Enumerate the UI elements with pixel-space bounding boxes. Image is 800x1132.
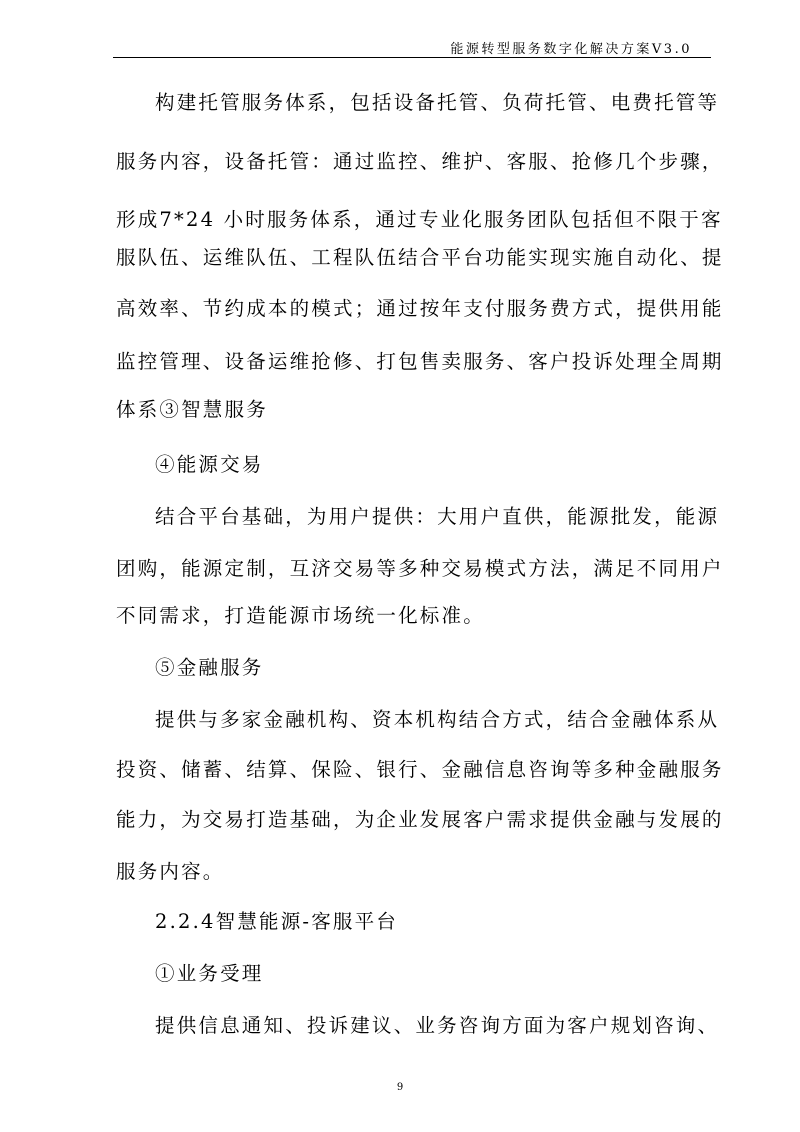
body-text-line: 构建托管服务体系，包括设备托管、负荷托管、电费托管等: [155, 91, 720, 114]
section-heading-business-acceptance: ①业务受理: [155, 962, 264, 985]
body-text-line: 服务内容，设备托管：通过监控、维护、客服、抢修几个步骤，: [116, 150, 724, 173]
body-text-line: 高效率、节约成本的模式；通过按年支付服务费方式，提供用能: [116, 297, 724, 320]
header-title: 能源转型服务数字化解决方案V3.0: [450, 42, 692, 57]
body-text-line: 形成7*24 小时服务体系，通过专业化服务团队包括但不限于客: [116, 208, 723, 231]
body-text-line: 不同需求，打造能源市场统一化标准。: [116, 604, 485, 627]
body-text-line: 监控管理、设备运维抢修、打包售卖服务、客户投诉处理全周期: [116, 350, 724, 373]
body-text-line: 能力，为交易打造基础，为企业发展客户需求提供金融与发展的: [116, 808, 724, 831]
section-heading-customer-service-platform: 2.2.4智慧能源-客服平台: [155, 910, 399, 933]
body-text-line: 服队伍、运维队伍、工程队伍结合平台功能实现实施自动化、提: [116, 246, 724, 269]
body-text-line: 结合平台基础，为用户提供：大用户直供，能源批发，能源: [155, 505, 720, 528]
body-text-line: 团购，能源定制，互济交易等多种交易模式方法，满足不同用户: [116, 557, 724, 580]
body-text-line: 提供信息通知、投诉建议、业务咨询方面为客户规划咨询、: [155, 1014, 720, 1037]
header-divider: [113, 57, 711, 58]
body-text-line: 体系③智慧服务: [116, 398, 268, 421]
section-heading-financial-services: ⑤金融服务: [155, 656, 264, 679]
body-text-line: 投资、储蓄、结算、保险、银行、金融信息咨询等多种金融服务: [116, 758, 724, 781]
section-heading-energy-trading: ④能源交易: [155, 453, 264, 476]
page-number: 9: [396, 1082, 404, 1093]
body-text-line: 提供与多家金融机构、资本机构结合方式，结合金融体系从: [155, 708, 720, 731]
body-text-line: 服务内容。: [116, 860, 225, 883]
